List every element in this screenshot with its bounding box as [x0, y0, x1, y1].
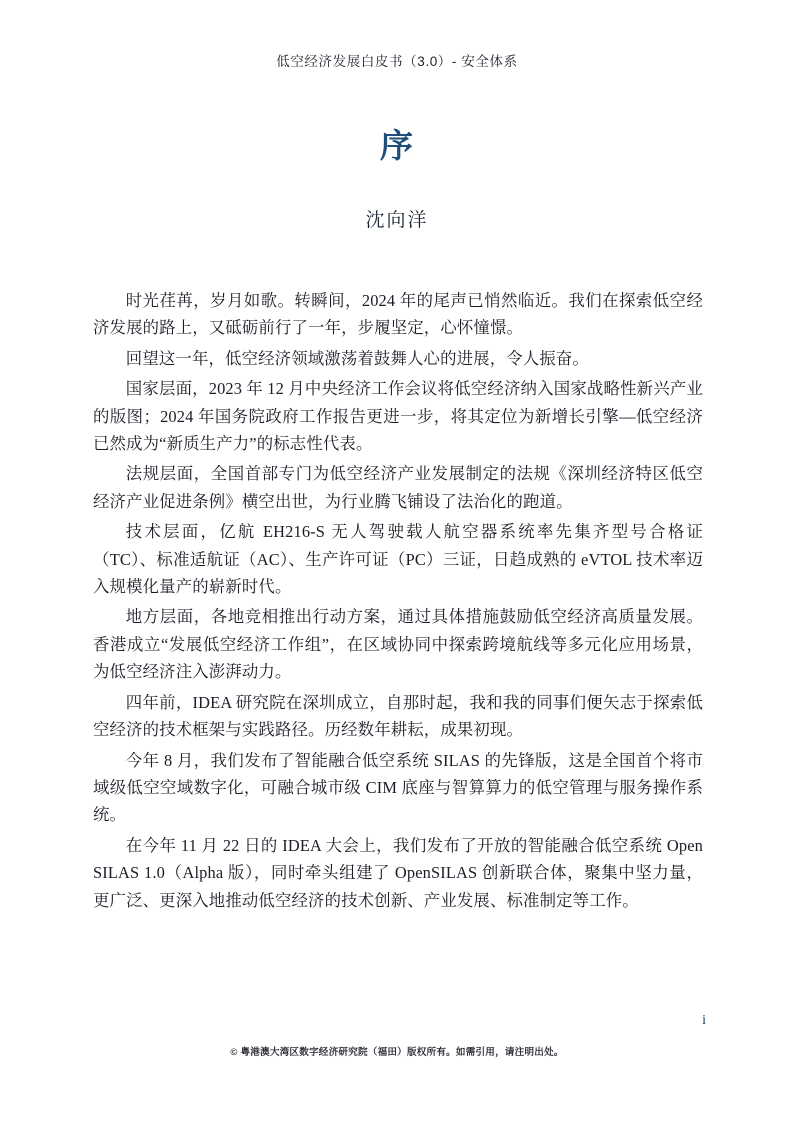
page-title: 序 — [380, 127, 414, 164]
paragraph: 地方层面，各地竞相推出行动方案，通过具体措施鼓励低空经济高质量发展。香港成立“发展低空经济工作组”，在区域协同中探索跨境航线等多元化应用场景，为低空经济注入澎湃动力。 — [93, 607, 703, 682]
paragraph: 技术层面，亿航 EH216-S 无人驾驶载人航空器系统率先集齐型号合格证（TC）、标准适航证（AC）、生产许可证（PC）三证，日趋成熟的 eVTOL 技术率迈入规模化量产的崭新时代。 — [93, 522, 703, 597]
title-block — [0, 128, 794, 232]
author-name: 沈向洋 — [365, 210, 429, 232]
paragraph: 在今年 11 月 22 日的 IDEA 大会上，我们发布了开放的智能融合低空系统 Open SILAS 1.0（Alpha 版），同时牵头组建了 OpenSILAS 创新联合体，聚集中坚力量，更广泛、更深入地推动低空经济的技术创新、产业发展、标准制定等工作。 — [93, 835, 703, 910]
running-header: 低空经济发展白皮书（3.0）- 安全体系 — [276, 54, 518, 69]
paragraph: 今年 8 月，我们发布了智能融合低空系统 SILAS 的先锋版，这是全国首个将市域级低空空域数字化，可融合城市级 CIM 底座与智算算力的低空管理与服务操作系统。 — [93, 750, 703, 825]
paragraph: 法规层面，全国首部专门为低空经济产业发展制定的法规《深圳经济特区低空经济产业促进条例》横空出世，为行业腾飞铺设了法治化的跑道。 — [93, 464, 703, 511]
footer-copyright: © 粤港澳大湾区数字经济研究院（福田）版权所有。如需引用，请注明出处。 — [230, 1047, 564, 1058]
paragraph: 时光荏苒，岁月如歌。转瞬间，2024 年的尾声已悄然临近。我们在探索低空经济发展的路上，又砥砺前行了一年，步履坚定，心怀憧憬。 — [93, 291, 703, 338]
paragraph: 国家层面，2023 年 12 月中央经济工作会议将低空经济纳入国家战略性新兴产业的版图；2024 年国务院政府工作报告更进一步，将其定位为新增长引擎—低空经济已然成为“新质生产力”的标志性代表。 — [93, 379, 703, 454]
paragraph: 四年前，IDEA 研究院在深圳成立，自那时起，我和我的同事们便矢志于探索低空经济的技术框架与实践路径。历经数年耕耘，成果初现。 — [93, 692, 703, 740]
page-number: i — [702, 1013, 706, 1028]
body-text-area — [93, 287, 703, 914]
paragraph: 回望这一年，低空经济领域激荡着鼓舞人心的进展，令人振奋。 — [125, 348, 589, 368]
